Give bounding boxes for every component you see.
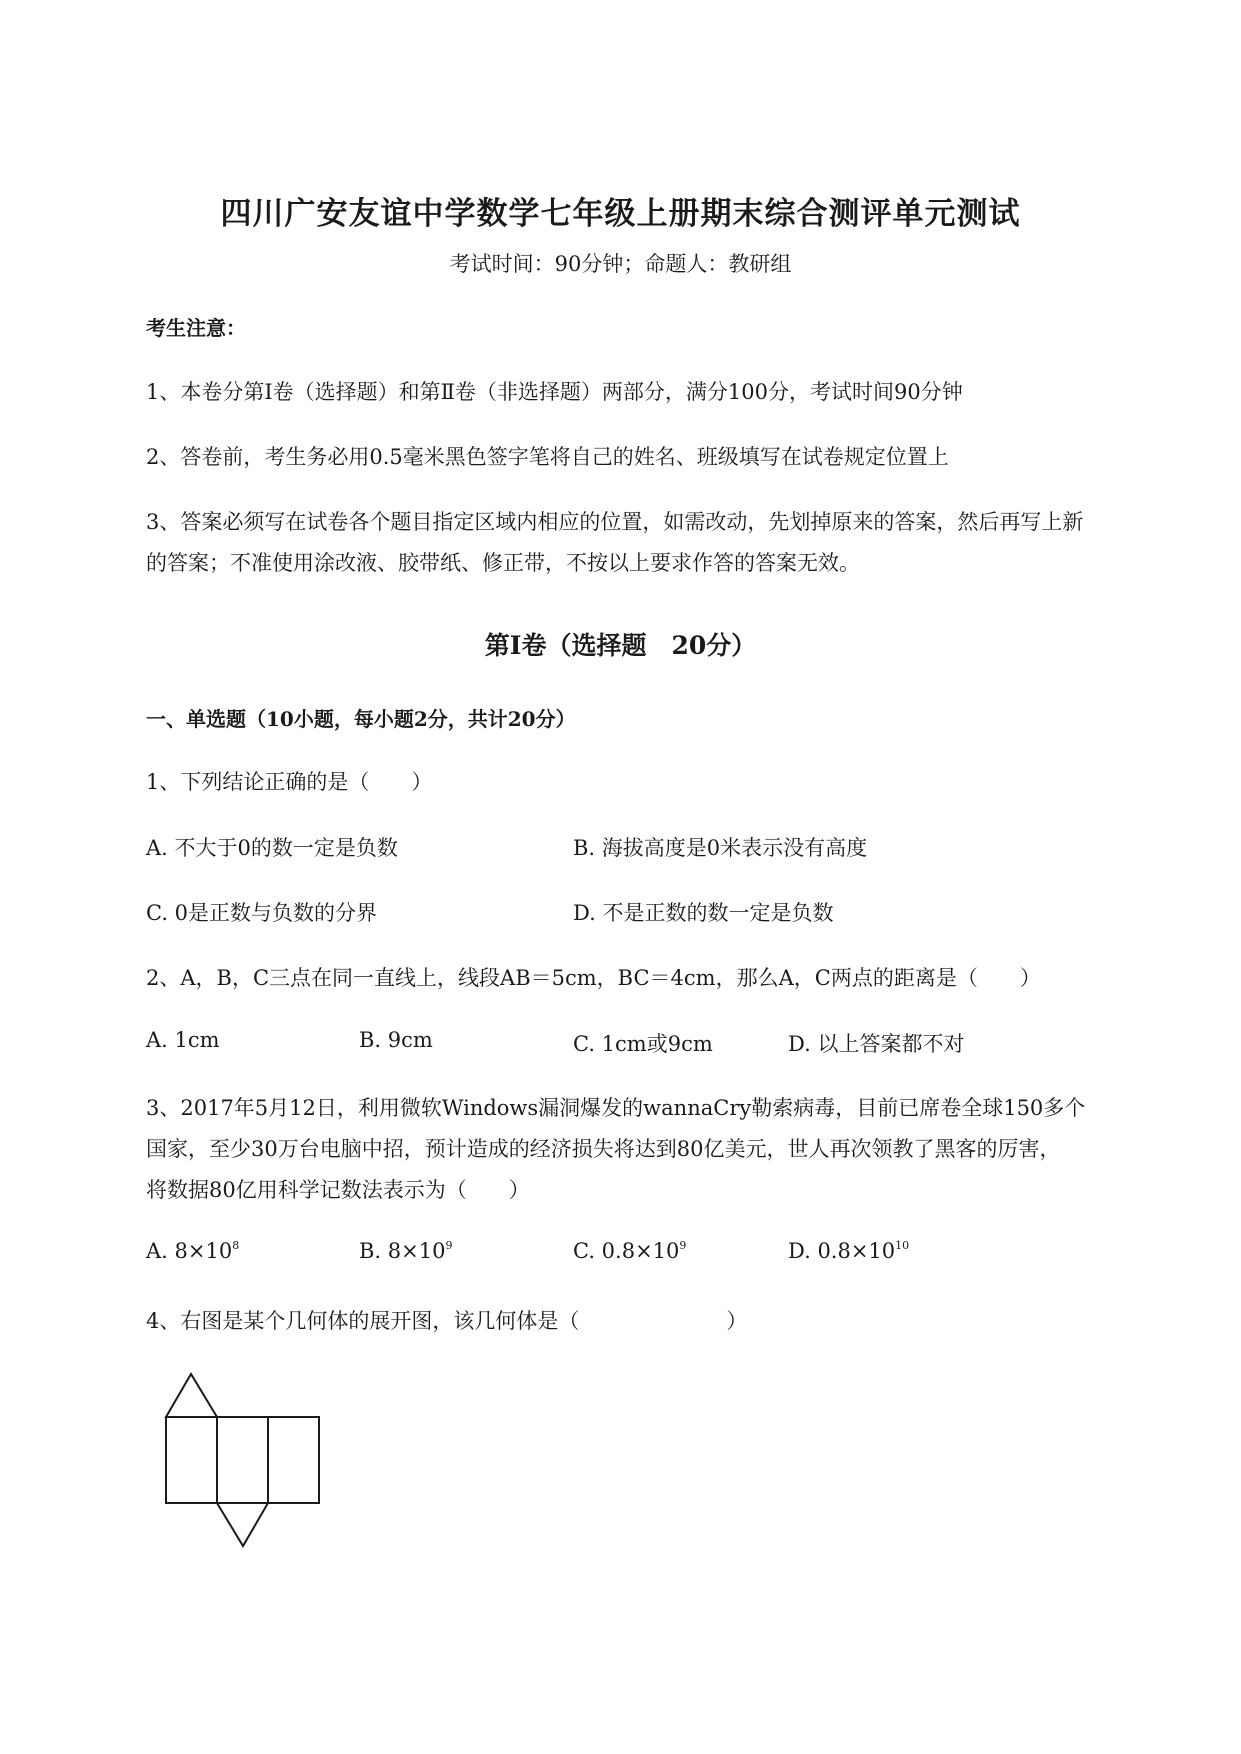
q1-option-c[interactable]: C. 0是正数与负数的分界 (146, 901, 378, 925)
q1-option-b[interactable]: B. 海拔高度是0米表示没有高度 (573, 836, 868, 860)
question-3-stem-line-3: 将数据80亿用科学记数法表示为（ ） (146, 1178, 530, 1202)
question-1-stem: 1、下列结论正确的是（ ） (146, 770, 433, 794)
notice-item-1: 1、本卷分第I卷（选择题）和第Ⅱ卷（非选择题）两部分，满分100分，考试时间90分钟 (146, 380, 963, 404)
part-heading: 一、单选题（10小题，每小题2分，共计20分） (146, 707, 576, 731)
page-title: 四川广安友谊中学数学七年级上册期末综合测评单元测试 (220, 196, 1021, 232)
notice-heading: 考生注意： (146, 316, 246, 340)
net-top-triangle (166, 1374, 217, 1417)
notice-item-3-cont: 的答案；不准使用涂改液、胶带纸、修正带，不按以上要求作答的答案无效。 (146, 551, 860, 575)
q2-option-c[interactable]: C. 1cm或9cm (573, 1032, 713, 1056)
prism-net-figure (160, 1370, 335, 1550)
q1-option-a[interactable]: A. 不大于0的数一定是负数 (146, 836, 398, 860)
net-bottom-triangle (217, 1503, 268, 1546)
q1-option-d[interactable]: D. 不是正数的数一定是负数 (573, 901, 834, 925)
question-3-stem-line-2: 国家，至少30万台电脑中招，预计造成的经济损失将达到80亿美元，世人再次领教了黑客的厉害， (146, 1137, 1061, 1161)
q3-option-a[interactable]: A. $8\times 10^8$ (146, 1239, 240, 1263)
question-4-stem: 4、右图是某个几何体的展开图，该几何体是（ ） (146, 1309, 748, 1333)
notice-item-3: 3、答案必须写在试卷各个题目指定区域内相应的位置，如需改动，先划掉原来的答案，然后再写上新 (146, 510, 1084, 534)
net-face-left (166, 1417, 217, 1503)
net-face-right (268, 1417, 319, 1503)
q3-option-d[interactable]: D. $0.8\times 10^{10}$ (788, 1239, 910, 1263)
q2-option-d[interactable]: D. 以上答案都不对 (788, 1032, 965, 1056)
net-face-middle (217, 1417, 268, 1503)
q2-option-a[interactable]: A. 1cm (146, 1028, 220, 1052)
q3-option-c[interactable]: C. $0.8\times 10^9$ (573, 1239, 687, 1263)
q3-option-b[interactable]: B. $8\times 10^9$ (359, 1239, 453, 1263)
question-3-stem-line-1: 3、2017年5月12日，利用微软Windows漏洞爆发的wannaCry勒索病毒，目前已席卷全球150多个 (146, 1096, 1086, 1120)
section-title: 第I卷（选择题 20分） (484, 631, 757, 660)
notice-item-2: 2、答卷前，考生务必用0.5毫米黑色签字笔将自己的姓名、班级填写在试卷规定位置上 (146, 445, 949, 469)
question-2-stem: 2、A，B，C三点在同一直线上，线段AB＝5cm，BC＝4cm，那么A，C两点的距离是（ ） (146, 966, 1041, 990)
exam-info: 考试时间：90分钟；命题人：教研组 (449, 252, 792, 276)
q2-option-b[interactable]: B. 9cm (359, 1028, 433, 1052)
